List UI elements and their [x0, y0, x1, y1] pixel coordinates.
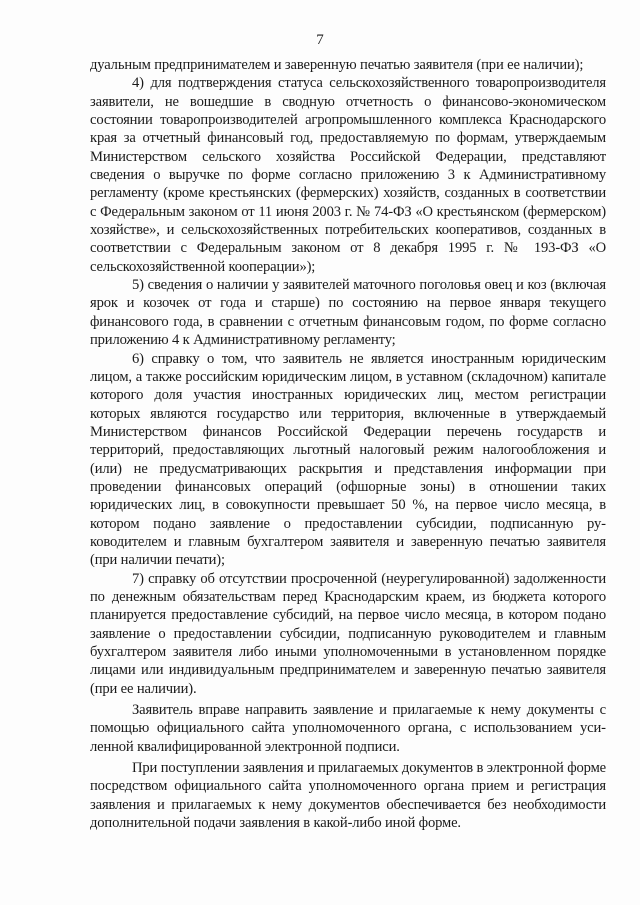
- paragraph-item-6: 6) справку о том, что заявитель не является иностранным юридическим лицом, а также российским юридическим лицом, в уставном (складочном) капитале которого доля участия иностранных юридических лиц, местом регистрации которых являются государство или территория, включенные в утверждаемый Министерством финансов Российской Федерации перечень государств и территорий, предоставляющих льготный налоговый режим налогообложения и (или) не предусматривающих раскрытия и представления информации при проведении финансовых операций (офшорные зоны) в отношении таких юридических лиц, в совокупности превышает 50 %, на первое число месяца, в котором подано заявление о предоставлении субсидии, подписанную руководителем и главным бухгалтером заявителя и заверенную печатью заявителя (при наличии печати);: [90, 350, 606, 569]
- paragraph-electronic-registration: При поступлении заявления и прилагаемых документов в электронной форме посредством официального сайта уполномоченного органа прием и регистрация заявления и прилагаемых к нему документов обеспечивается без необходимости дополнительной подачи заявления в какой-либо иной форме.: [90, 760, 606, 832]
- paragraph-item-7: 7) справку об отсутствии просроченной (неурегулированной) задолженности по денежным обязательствам перед Краснодарским краем, из бюджета которого планируется предоставление субсидий, на первое число месяца, в котором подано заявление о предоставлении субсидии, подписанную руководителем и главным бухгалтером заявителя либо иными уполномоченными в установленном порядке лицами или индивидуальным предпринимателем и заверенную печатью заявителя (при ее наличии).: [90, 570, 606, 697]
- document-body: [90, 56, 606, 832]
- paragraph-item-4: 4) для подтверждения статуса сельскохозяйственного товаропроизводителя заявители, не вошедшие в сводную отчетность о финансово-экономическом состоянии товаропроизводителей агропромышленного комплекса Краснодарского края за отчетный финансовый год, предоставляемую по формам, утверждаемым Министерством сельского хозяйства Российской Федерации, представляют сведения о выручке по форме согласно приложению 3 к Административному регламенту (кроме крестьянских (фермерских) хозяйств, созданных в соответствии с Федеральным законом от 11 июня 2003 г. № 74-ФЗ «О крестьянском (фермерском) хозяйстве», и сельскохозяйственных потребительских кооперативов, созданных в соответствии с Федеральным законом от 8 декабря 1995 г. № 193-ФЗ «О сельскохозяйственной кооперации»);: [90, 75, 606, 275]
- page-number: 7: [316, 32, 324, 48]
- paragraph-item-5: 5) сведения о наличии у заявителей маточного поголовья овец и коз (включая ярок и козочек от года и старше) по состоянию на первое января текущего финансового года, в сравнении с отчетным финансовым годом, по форме согласно приложению 4 к Административному регламенту;: [90, 277, 606, 349]
- paragraph-continuation: дуальным предпринимателем и заверенную печатью заявителя (при ее наличии);: [90, 57, 584, 73]
- paragraph-electronic-submission: Заявитель вправе направить заявление и прилагаемые к нему документы с помощью официального сайта уполномоченного органа, с использованием усиленной квалифицированной электронной подписи.: [90, 702, 606, 755]
